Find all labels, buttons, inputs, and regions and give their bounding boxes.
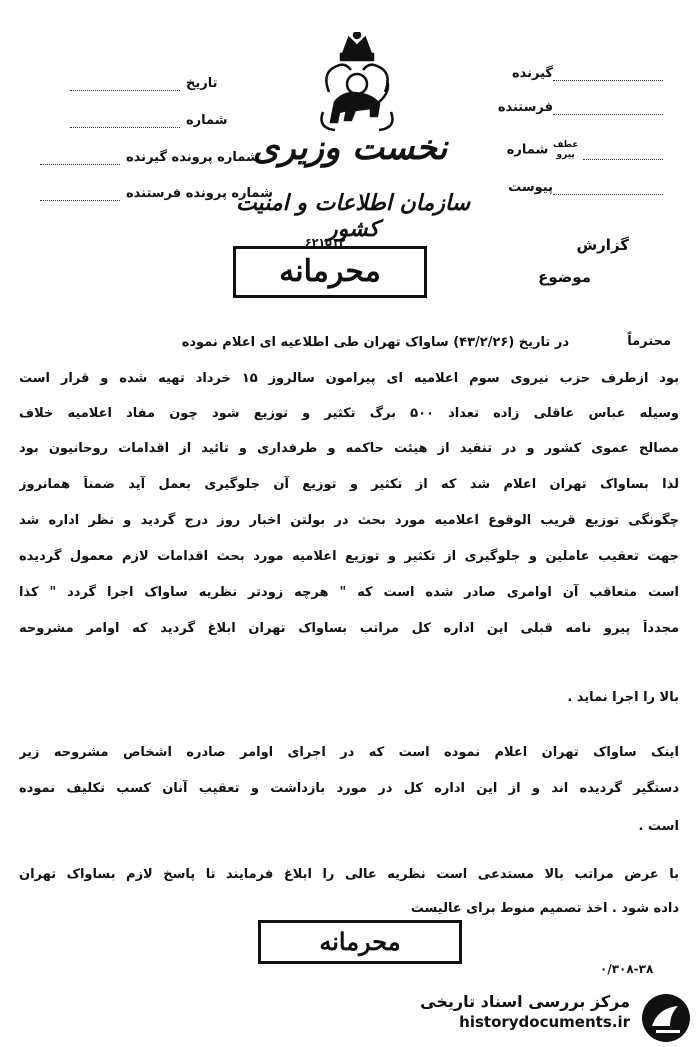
archive-logo-icon	[640, 992, 692, 1044]
body-line: دستگیر گردیده اند و از این اداره کل در مورد بازداشت و تعقیب آنان کسب تکلیف نموده	[19, 781, 679, 796]
body-line: داده شود . اخذ تصمیم منوط برای عالیست	[410, 901, 679, 916]
sender-file-line	[40, 190, 120, 201]
number-field-right	[507, 140, 669, 160]
date-line	[70, 80, 180, 91]
subject-label: موضوع	[538, 268, 591, 286]
body-line: مصالح عموی کشور و در تنقید از هیئت حاکمه و طرفداری و تائید از اقدامات روحانیون بود	[19, 441, 679, 456]
date-field	[70, 76, 218, 91]
body-line: با عرض مراتب بالا مستدعی است نظریه عالی را ابلاغ فرمایند تا پاسخ لازم بساواک تهران	[19, 867, 679, 882]
letterhead-subtitle: سازمان اطلاعات و امنیت کشور	[235, 190, 471, 242]
sender-line	[553, 104, 663, 115]
attachment-label: پیوست	[508, 180, 553, 195]
watermark	[420, 992, 692, 1044]
body-line: است متعاقب آن اوامری صادر شده است که " هرچه زودتر نظریه ساواک اجرا گردد " کذا	[19, 585, 679, 600]
letterhead-title: نخست وزیری	[252, 128, 448, 168]
body-line: وسیله عباس عاقلی زاده تعداد ۵۰۰ برگ تکثیر و توزیع شود چون مفاد اعلامیه خلاف	[19, 406, 679, 421]
recipient-file-label: شماره پرونده گیرنده	[126, 150, 259, 165]
recipient-file-field	[40, 150, 259, 165]
confidential-stamp-top: محرمانه	[233, 246, 427, 298]
number-line-right	[583, 149, 663, 160]
watermark-text	[420, 992, 630, 1031]
body-line: بود ازطرف حزب نیروی سوم اعلامیه ای پیرامون سالروز ۱۵ خرداد تهیه شده و قرار است	[19, 371, 679, 386]
body-line: جهت تعقیب عاملین و جلوگیری از تکثیر و توزیع اعلامیه مورد بحث اقدامات لازم معمول گردیده	[19, 549, 679, 564]
body-line: لذا بساواک تهران اعلام شد که از تکثیر و توزیع آن جلوگیری بعمل آید ضمناً همانروز	[19, 477, 679, 492]
sender-file-label: شماره پرونده فرستنده	[126, 186, 273, 201]
recipient-line	[553, 70, 663, 81]
recipient-label: گیرنده	[511, 66, 553, 81]
salutation: محترماً	[627, 334, 671, 349]
number-line-left	[70, 117, 180, 128]
body-line: مجدداً پیرو نامه قبلی این اداره کل مراتب بساواک تهران ابلاغ گردید که اوامر مشروحه	[19, 621, 679, 636]
body-line: چگونگی توزیع قریب الوقوع اعلامیه مورد بحث در بولتن اخبار روز درج گردید و نظر اداره شد	[19, 513, 679, 528]
number-sub-labels	[553, 140, 579, 160]
ref-sub-label: عطف	[552, 140, 579, 150]
body-line: اینک ساواک تهران اعلام نموده است که در اجرای اوامر صادره اشخاص مشروحه زیر	[19, 745, 679, 760]
number-label-left: شماره	[186, 113, 228, 128]
followup-sub-label: پیرو	[556, 150, 575, 160]
watermark-name: مرکز بررسی اسناد تاریخی	[420, 992, 630, 1011]
body-line: است .	[638, 819, 679, 834]
recipient-field	[512, 66, 669, 81]
number-label-right: شماره	[506, 142, 549, 158]
sender-field	[498, 100, 669, 115]
stamp-number: ۶۲۱۵۱۲	[305, 236, 346, 249]
body-line: در تاریخ (۴۳/۲/۲۶) ساواک تهران طی اطلاعیه ای اعلام نموده	[181, 335, 569, 350]
confidential-stamp-bottom: محرمانه	[258, 920, 462, 964]
report-label: گزارش	[576, 236, 629, 254]
attachment-field	[508, 180, 669, 195]
attachment-line	[553, 184, 663, 195]
lion-and-sun-emblem-icon	[315, 32, 399, 142]
body-line: بالا را اجرا نماید .	[567, 690, 679, 705]
date-label: تاریخ	[186, 76, 218, 91]
recipient-file-line	[40, 154, 120, 165]
number-field-left	[70, 113, 228, 128]
sender-label: فرستنده	[497, 100, 553, 115]
watermark-url: historydocuments.ir	[459, 1013, 630, 1031]
reference-code: ۰/۳۰۸-۳۸	[600, 962, 654, 976]
